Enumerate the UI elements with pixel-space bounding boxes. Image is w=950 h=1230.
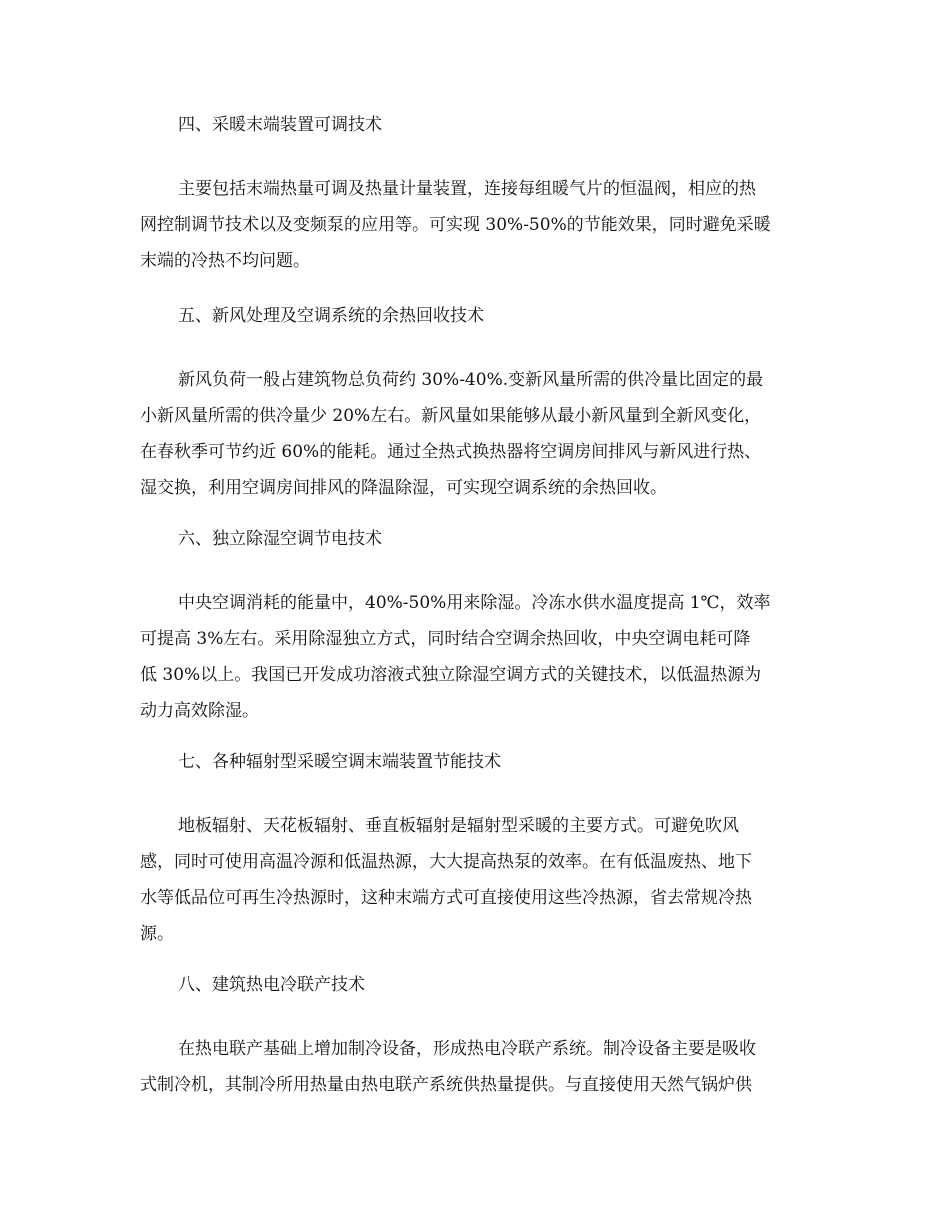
paragraph-line: 主要包括末端热量可调及热量计量装置，连接每组暖气片的恒温阀，相应的热 xyxy=(178,179,756,199)
paragraph-line: 地板辐射、天花板辐射、垂直板辐射是辐射型采暖的主要方式。可避免吹风 xyxy=(178,816,739,836)
paragraph-line: 末端的冷热不均问题。 xyxy=(140,251,310,271)
paragraph-line: 可提高 3%左右。采用除湿独立方式，同时结合空调余热回收，中央空调电耗可降 xyxy=(140,629,751,649)
section-paragraph xyxy=(140,171,812,279)
paragraph-line: 源。 xyxy=(140,924,174,944)
section-paragraph xyxy=(140,362,812,506)
section-heading: 八、建筑热电冷联产技术 xyxy=(178,975,365,995)
paragraph-line: 水等低品位可再生冷热源时，这种末端方式可直接使用这些冷热源，省去常规冷热 xyxy=(140,888,752,908)
section-paragraph xyxy=(140,808,812,952)
paragraph-line: 感，同时可使用高温冷源和低温热源，大大提高热泵的效率。在有低温废热、地下 xyxy=(140,852,752,872)
section-heading: 六、独立除湿空调节电技术 xyxy=(178,529,382,549)
section-heading: 七、各种辐射型采暖空调末端装置节能技术 xyxy=(178,752,501,772)
section-paragraph xyxy=(140,1031,812,1103)
paragraph-line: 在热电联产基础上增加制冷设备，形成热电冷联产系统。制冷设备主要是吸收 xyxy=(178,1039,756,1059)
paragraph-line: 网控制调节技术以及变频泵的应用等。可实现 30%-50%的节能效果，同时避免采暖 xyxy=(140,215,771,235)
paragraph-line: 式制冷机，其制冷所用热量由热电联产系统供热量提供。与直接使用天然气锅炉供 xyxy=(140,1075,752,1095)
paragraph-line: 中央空调消耗的能量中，40%-50%用来除湿。冷冻水供水温度提高 1℃，效率 xyxy=(178,593,771,613)
paragraph-line: 小新风量所需的供冷量少 20%左右。新风量如果能够从最小新风量到全新风变化， xyxy=(140,406,762,426)
section-paragraph xyxy=(140,585,812,729)
section-heading: 五、新风处理及空调系统的余热回收技术 xyxy=(178,306,484,326)
paragraph-line: 新风负荷一般占建筑物总负荷约 30%-40%.变新风量所需的供冷量比固定的最 xyxy=(178,370,764,390)
section-heading: 四、采暖末端装置可调技术 xyxy=(178,115,382,135)
paragraph-line: 在春秋季可节约近 60%的能耗。通过全热式换热器将空调房间排风与新风进行热、 xyxy=(140,442,762,462)
paragraph-line: 动力高效除湿。 xyxy=(140,701,259,721)
paragraph-line: 低 30%以上。我国已开发成功溶液式独立除湿空调方式的关键技术，以低温热源为 xyxy=(140,665,762,685)
paragraph-line: 湿交换，利用空调房间排风的降温除湿，可实现空调系统的余热回收。 xyxy=(140,478,667,498)
